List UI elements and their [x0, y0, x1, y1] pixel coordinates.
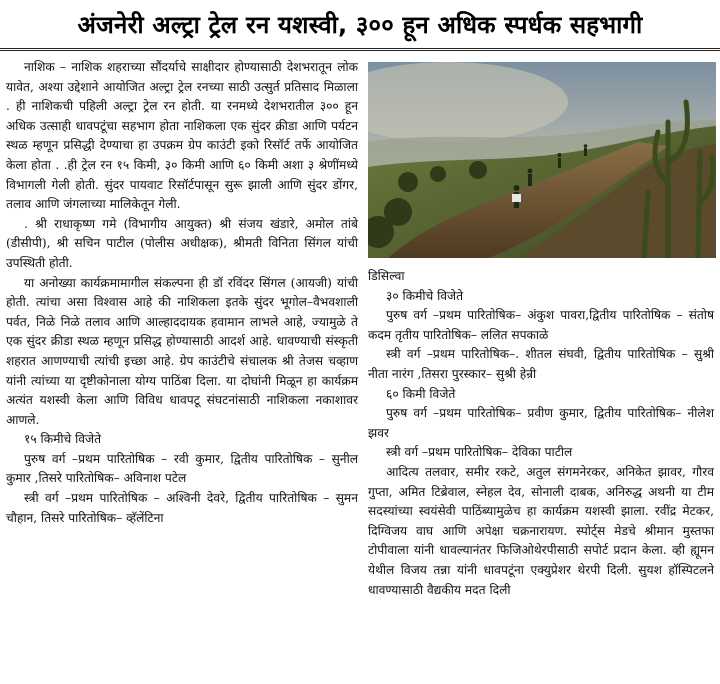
winners-15km-men: पुरुष वर्ग –प्रथम पारितोषिक – रवी कुमार, द्वितीय पारितोषिक – सुनील कुमार ,तिसरे पारितोषिक– अविनाश पटेल — [6, 451, 358, 486]
article-left-column — [6, 58, 358, 528]
trail-runners-photo — [368, 62, 716, 258]
trail-landscape-image — [368, 62, 716, 258]
article-right-column — [368, 267, 714, 600]
winners-30km-men: पुरुष वर्ग –प्रथम पारितोषिक– अंकुश पावरा,द्वितीय पारितोषिक – संतोष कदम तृतीय पारितोषिक– ललित सपकाळे — [368, 308, 714, 342]
winners-15km-women: स्त्री वर्ग –प्रथम पारितोषिक – अश्विनी देवरे, द्वितीय पारितोषिक – सुमन चौहान, तिसरे पारितोषिक– व्हॅलेंटिना — [6, 491, 358, 525]
winners-30km-women: स्त्री वर्ग –प्रथम पारितोषिक–. शीतल संघवी, द्वितीय पारितोषिक – सुश्री नीता नारंग ,तिसरा पुरस्कार– सुश्री हेन्री — [368, 347, 714, 381]
concept-paragraph: या अनोख्या कार्यक्रमामागील संकल्पना ही डॉ रविंदर सिंगल (आयजी) यांची होती. त्यांचा असा विश्वास आहे की नाशिकला इतके सुंदर भूगोल–वैभवशाली पर्वत, निळे निळे तलाव आणि आल्हाददायक हवामान लाभले आहे, ज्यामुळे ते एक सुंदर क्रीडा स्थळ म्हणून प्रसिद्ध होण्यासाठी आदर्श आहे. धावण्याची संस्कृती शहरात आणण्याची त्यांची इच्छा आहे. ग्रेप काउंटीचे संचालक श्री तेजस चव्हाण यांनी त्यांच्या या दृष्टीकोनाला योग्य पाठिंबा दिला. या दोघांनी मिळून हा कार्यक्रम अत्यंत यशस्वी केला आणि विविध धावपटू संघटनांसाठी नाशिकला नकाशावर आणले. — [6, 275, 358, 427]
winners-60km-women: स्त्री वर्ग –प्रथम पारितोषिक– देविका पाटील — [386, 445, 573, 460]
winners-15km-heading: १५ किमीचे विजेते — [24, 432, 102, 447]
winners-30km-heading: ३० किमीचे विजेते — [386, 288, 464, 303]
volunteers-paragraph: आदित्य तलवार, समीर रकटे, अतुल संगमनेरकर, अनिकेत झावर, गौरव गुप्ता, अमित टिब्रेवाल, स्नेहल देव, सोनाली दाबक, अनिरुद्ध अथनी या टीम सदस्यांच्या स्वयंसेवी पाठिंब्यामुळेच हा कार्यक्रम यशस्वी झाला. रवींद्र मेटकर, दिग्विजय वाघ आणि अपेक्षा चक्रनारायण. स्पोर्ट्स मेडचे श्रीमान मुस्तफा टोपीवाला यांनी धावल्यानंतर फिजिओथेरपीसाठी सपोर्ट प्रदान केला. व्ही ह्यूमन येथील विजय तन्ना यांनी धावपटूंना एक्युप्रेशर थेरपी दिली. सुयश हॉस्पिटलने धावण्यासाठी वैद्यकीय मदत दिली — [368, 464, 714, 597]
continued-name: डिसिल्वा — [368, 269, 405, 283]
article-paragraph: नाशिक – नाशिक शहराच्या सौंदर्याचे साक्षीदार होण्यासाठी देशभरातून लोक यावेत, अश्या उद्देशाने आयोजित अल्ट्रा ट्रेल रनच्या साठी उत्सुर्त प्रतिसाद मिळाला . ही नाशिकची पहिली अल्ट्रा ट्रेल रन होती. या रनमध्ये देशभरातील ३०० हून अधिक उत्साही धावपटूंचा सहभाग होता नाशिकला एक सुंदर क्रीडा आणि पर्यटन स्थळ म्हणून प्रसिद्धी देण्याचा हा उपक्रम ग्रेप काउंटी इको रिसॉर्ट तर्फे आयोजित केला होता . .ही ट्रेल रन १५ किमी, ३० किमी आणि ६० किमी अशा ३ श्रेणींमध्ये विभागली गेली होती. सुंदर पायवाट रिसॉर्टपासून सुरू झाली आणि सुंदर डोंगर, तलाव आणि जंगलाच्या मालिकेतून गेली. — [6, 60, 358, 212]
headline: अंजनेरी अल्ट्रा ट्रेल रन यशस्वी, ३०० हून अधिक स्पर्धक सहभागी — [0, 0, 720, 51]
winners-60km-heading: ६० किमी विजेते — [386, 386, 456, 401]
winners-60km-men: पुरुष वर्ग –प्रथम पारितोषिक– प्रवीण कुमार, द्वितीय पारितोषिक– नीलेश झवर — [368, 406, 714, 440]
guests-paragraph: . श्री राधाकृष्ण गमे (विभागीय आयुक्त) श्री संजय खंडारे, अमोल तांबे (डीसीपी), श्री सचिन पाटील (पोलीस अधीक्षक), श्रीमती विनिता सिंगल यांची उपस्थिती होती. — [6, 216, 358, 270]
